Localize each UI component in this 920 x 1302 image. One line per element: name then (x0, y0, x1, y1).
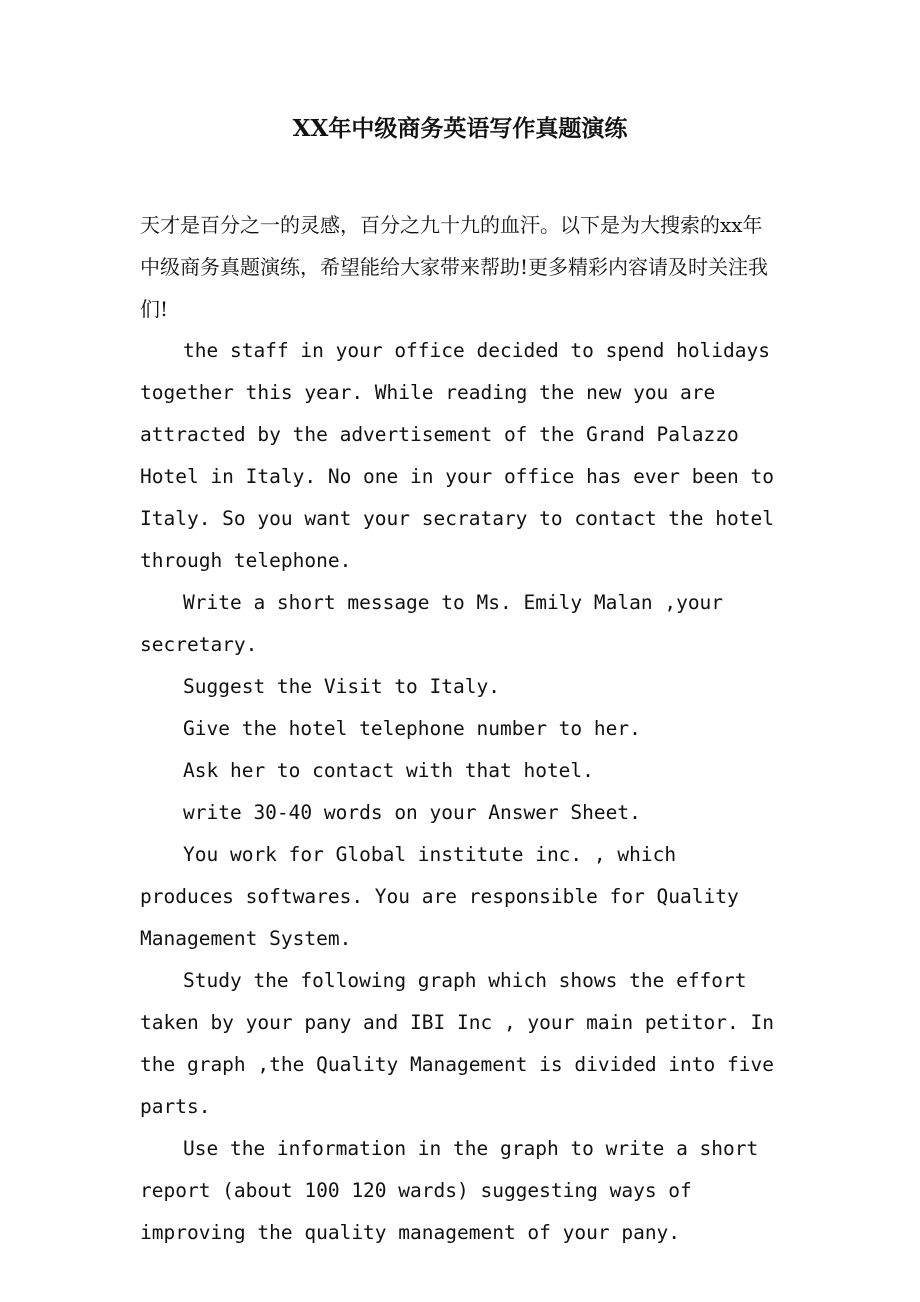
task-paragraph-7: You work for Global institute inc. , which produces softwares. You are responsible for Quality Management System. (140, 843, 739, 950)
task-paragraph-3: Suggest the Visit to Italy. (183, 675, 500, 698)
task-paragraph-5: Ask her to contact with that hotel. (183, 759, 594, 782)
task-paragraph-8: Study the following graph which shows the effort taken by your pany and IBI Inc , your main petitor. In the graph ,the Quality Management is divided into five parts. (140, 969, 774, 1118)
task-paragraph-9: Use the information in the graph to write a short report (about 100 120 wards) suggesting ways of improving the quality management of your pany. (140, 1137, 759, 1244)
document-title: XX年中级商务英语写作真题演练 (292, 115, 628, 142)
task-paragraph-4: Give the hotel telephone number to her. (183, 717, 641, 740)
task-paragraph-1: the staff in your office decided to spend holidays together this year. While reading the new you are attracted by the advertisement of the Grand Palazzo Hotel in Italy. No one in your office has ever been to Italy. So you want your secratary to contact the hotel through telephone. (140, 339, 774, 572)
task-paragraph-6: write 30-40 words on your Answer Sheet. (183, 801, 641, 824)
intro-paragraph: 天才是百分之一的灵感，百分之九十九的血汗。以下是为大搜索的xx年中级商务真题演练，希望能给大家带来帮助!更多精彩内容请及时关注我们! (140, 213, 769, 321)
task-paragraph-2: Write a short message to Ms. Emily Malan ,your secretary. (140, 591, 724, 656)
